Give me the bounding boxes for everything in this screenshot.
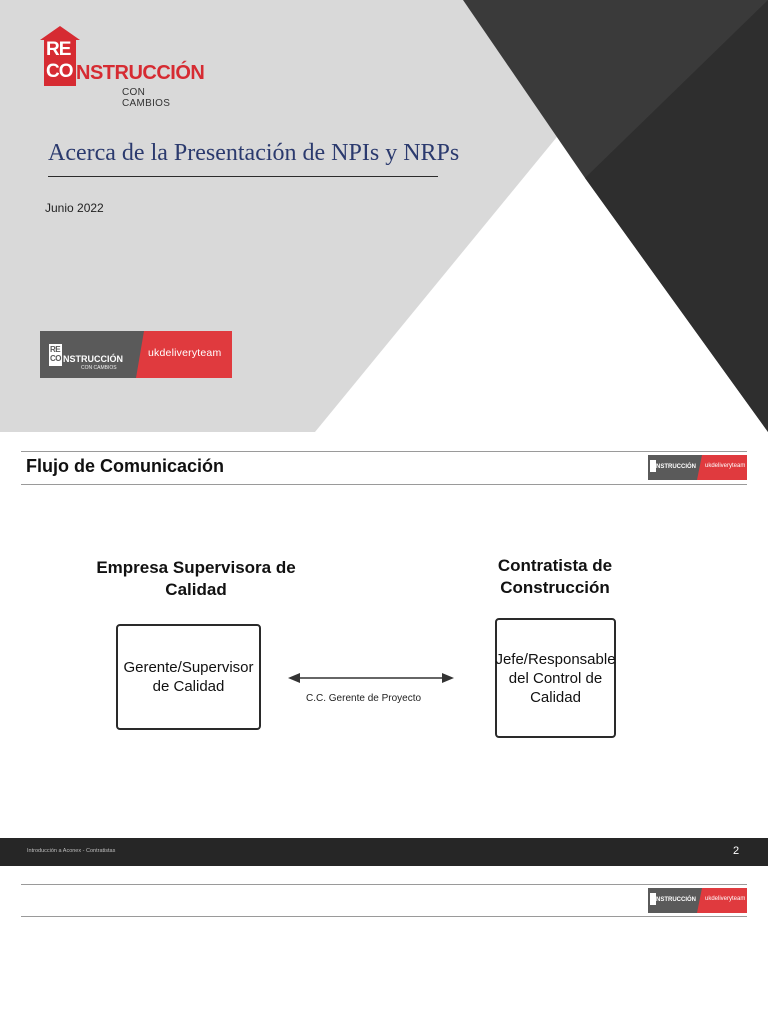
logo-co: CO bbox=[46, 61, 73, 82]
partner-banner bbox=[40, 331, 232, 378]
header-rule-bottom bbox=[21, 916, 747, 917]
qc-lead-box bbox=[495, 618, 616, 738]
mini-logo-wordmark: NSTRUCCIÓN bbox=[656, 897, 696, 903]
banner-logo bbox=[45, 336, 135, 372]
footer-text: Introducción a Aconex - Contratistas bbox=[27, 848, 116, 854]
banner-logo-re: RE bbox=[50, 345, 61, 354]
mini-ukdeliveryteam-logo: ukdeliveryteam bbox=[705, 896, 746, 902]
reconstruccion-logo bbox=[40, 26, 205, 109]
arrow-label: C.C. Gerente de Proyecto bbox=[306, 693, 422, 704]
header-rule-top bbox=[21, 884, 747, 885]
qc-lead-label: Jefe/Responsable del Control de Calidad bbox=[495, 650, 616, 706]
banner-logo-co: CO bbox=[50, 354, 61, 363]
mini-ukdeliveryteam-logo: ukdeliveryteam bbox=[705, 463, 746, 469]
page-number: 2 bbox=[733, 845, 740, 857]
logo-tagline: CON CAMBIOS bbox=[122, 87, 171, 109]
quality-manager-label: Gerente/Supervisor de Calidad bbox=[123, 659, 254, 695]
header-rule-top bbox=[21, 451, 747, 452]
contractor-heading: Contratista de Construcción bbox=[497, 556, 613, 597]
logo-wordmark: NSTRUCCIÓN bbox=[76, 62, 205, 84]
logo-re: RE bbox=[46, 39, 71, 60]
double-arrow-icon bbox=[288, 668, 454, 688]
banner-logo-tagline: CON CAMBIOS bbox=[81, 365, 117, 371]
slide-title: Flujo de Comunicación bbox=[26, 456, 225, 476]
header-partner-banner bbox=[648, 888, 747, 913]
banner-logo-wordmark: NSTRUCCIÓN bbox=[63, 354, 123, 364]
header-partner-banner bbox=[648, 455, 747, 480]
presentation-date: Junio 2022 bbox=[45, 201, 104, 215]
supervisor-company-heading: Empresa Supervisora de Calidad bbox=[96, 558, 296, 599]
title-slide bbox=[0, 0, 768, 432]
quality-manager-box bbox=[116, 624, 261, 730]
communication-flow-slide bbox=[0, 432, 768, 866]
presentation-title: Acerca de la Presentación de NPIs y NRPs bbox=[48, 140, 460, 166]
slide-footer bbox=[0, 838, 768, 866]
next-slide bbox=[0, 866, 768, 1024]
title-underline bbox=[48, 176, 438, 177]
mini-logo-wordmark: NSTRUCCIÓN bbox=[656, 464, 696, 470]
header-rule-bottom bbox=[21, 484, 747, 485]
ukdeliveryteam-logo: ukdeliveryteam bbox=[148, 347, 222, 359]
